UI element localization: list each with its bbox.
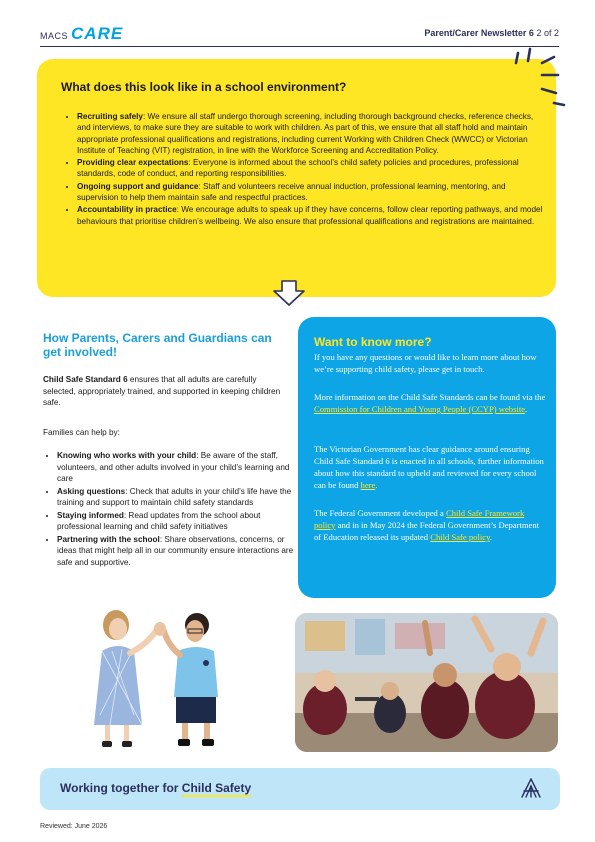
list-item bbox=[57, 486, 302, 509]
p3-text: The Victorian Government has clear guidance around ensuring Child Safe Standard 6 is enacted in all schools, further information about how this standard to upheld and reviewed for every school can be found bbox=[314, 444, 544, 490]
list-item-text: : Everyone is informed about the school’s child safety policies and procedures, professional standards, code of conduct, and reporting responsibilities. bbox=[77, 158, 519, 179]
down-arrow-icon bbox=[272, 279, 306, 307]
list-item bbox=[57, 510, 302, 533]
list-item-title: Ongoing support and guidance bbox=[77, 181, 199, 191]
logo-main: CARE bbox=[71, 24, 124, 43]
intro-text: ensures that all adults are carefully selected, appropriately trained, and supported in keeping children safe. bbox=[43, 375, 281, 407]
newsletter-title: Parent/Carer Newsletter 6 bbox=[424, 28, 534, 38]
list-item-text: : Staff and volunteers receive annual induction, professional learning, mentoring, and supervision to help them maintain safe and respectful practices. bbox=[77, 181, 506, 203]
intro-bold: Child Safe Standard 6 bbox=[43, 375, 128, 384]
know-more-p3 bbox=[314, 443, 546, 491]
list-item-text: : We ensure all staff undergo thorough screening, including thorough background checks, reference checks, and interviews, to make sure they are suitable to work with children. As part of this, we ensure that all staff hold and maintain appropriate professional qualifications and registrations, including current Working with Children Check (WWCC) or Victorian Institute of Teaching (VIT) registration, in line with the Workforce Screening and Accreditation Policy. bbox=[77, 112, 534, 155]
know-more-p4 bbox=[314, 507, 546, 543]
p3-end: . bbox=[375, 480, 378, 490]
list-item-title: Accountability in practice bbox=[77, 205, 177, 215]
p4-text: The Federal Government developed a bbox=[314, 508, 446, 518]
banner-text-lead: Working together for bbox=[60, 781, 182, 795]
classroom-students-photo bbox=[295, 613, 558, 752]
families-label: Families can help by: bbox=[43, 428, 120, 437]
list-item-title: Recruiting safely bbox=[77, 112, 143, 121]
list-item-title: Partnering with the school bbox=[57, 534, 160, 544]
sparkle-burst-icon bbox=[508, 45, 570, 115]
banner-text bbox=[60, 781, 251, 795]
macs-emblem-icon bbox=[520, 778, 542, 798]
working-together-banner bbox=[40, 768, 560, 810]
list-item-text: : Read updates from the school about professional learning and child safety initiatives bbox=[57, 510, 261, 531]
reviewed-date: Reviewed: June 2026 bbox=[40, 823, 108, 830]
list-item bbox=[77, 181, 547, 204]
know-more-heading: Want to know more? bbox=[314, 335, 432, 349]
school-environment-box bbox=[37, 59, 556, 297]
list-item bbox=[57, 534, 302, 569]
p2-text: More information on the Child Safe Standards can be found via the bbox=[314, 392, 546, 402]
here-link[interactable]: here bbox=[360, 480, 376, 490]
list-item bbox=[77, 204, 547, 227]
know-more-p2 bbox=[314, 391, 546, 415]
list-item bbox=[57, 450, 302, 485]
p2-end: . bbox=[525, 404, 528, 414]
logo-prefix: MACS bbox=[40, 31, 69, 41]
list-item-title: Staying informed bbox=[57, 510, 124, 520]
list-item bbox=[77, 111, 547, 156]
banner-text-emphasis: Child Safety bbox=[181, 781, 252, 795]
list-item-title: Providing clear expectations bbox=[77, 158, 189, 168]
header-divider bbox=[40, 46, 559, 47]
list-item-title: Knowing who works with your child bbox=[57, 451, 197, 460]
header-right bbox=[424, 28, 559, 38]
involved-heading: How Parents, Carers and Guardians can get involved! bbox=[43, 331, 272, 359]
list-item-text: : Share observations, concerns, or ideas that might help all in our community ensure interactions are safe and supportive. bbox=[57, 534, 294, 567]
list-item-title: Asking questions bbox=[57, 486, 126, 496]
p4-mid: and in in May 2024 the Federal Government’s Department of Education released its updated bbox=[314, 520, 540, 542]
ccyp-website-link[interactable]: Commission for Children and Young People (CCYP) website bbox=[314, 404, 526, 414]
list-item-text: : Be aware of the staff, volunteers, and other adults involved in your child’s learning and care bbox=[57, 451, 290, 483]
involved-intro bbox=[43, 374, 283, 409]
child-safe-framework-link[interactable]: Child Safe Framework policy bbox=[314, 508, 525, 530]
page-indicator: 2 of 2 bbox=[536, 28, 559, 38]
list-item-text: : We encourage adults to speak up if they have concerns, follow clear reporting pathways, and model behaviours that prioritise children’s wellbeing. We also ensure that professional qualifications and registrations are maintained. bbox=[77, 205, 543, 226]
school-box-list bbox=[63, 111, 547, 228]
p4-end: . bbox=[489, 532, 492, 542]
children-high-five-photo bbox=[72, 605, 250, 753]
list-item-text: : Check that adults in your child’s life have the training and support to maintain child safety standards bbox=[57, 486, 292, 507]
child-safe-policy-link[interactable]: Child Safe policy bbox=[430, 532, 490, 542]
want-to-know-more-box bbox=[298, 317, 556, 598]
school-box-heading: What does this look like in a school environment? bbox=[61, 80, 347, 94]
macs-care-logo bbox=[40, 24, 123, 44]
classroom-scene-illustration bbox=[295, 613, 558, 752]
know-more-p1: If you have any questions or would like to learn more about how we’re supporting child safety, please get in touch. bbox=[314, 352, 537, 374]
involved-list bbox=[43, 450, 302, 569]
list-item bbox=[77, 157, 547, 180]
